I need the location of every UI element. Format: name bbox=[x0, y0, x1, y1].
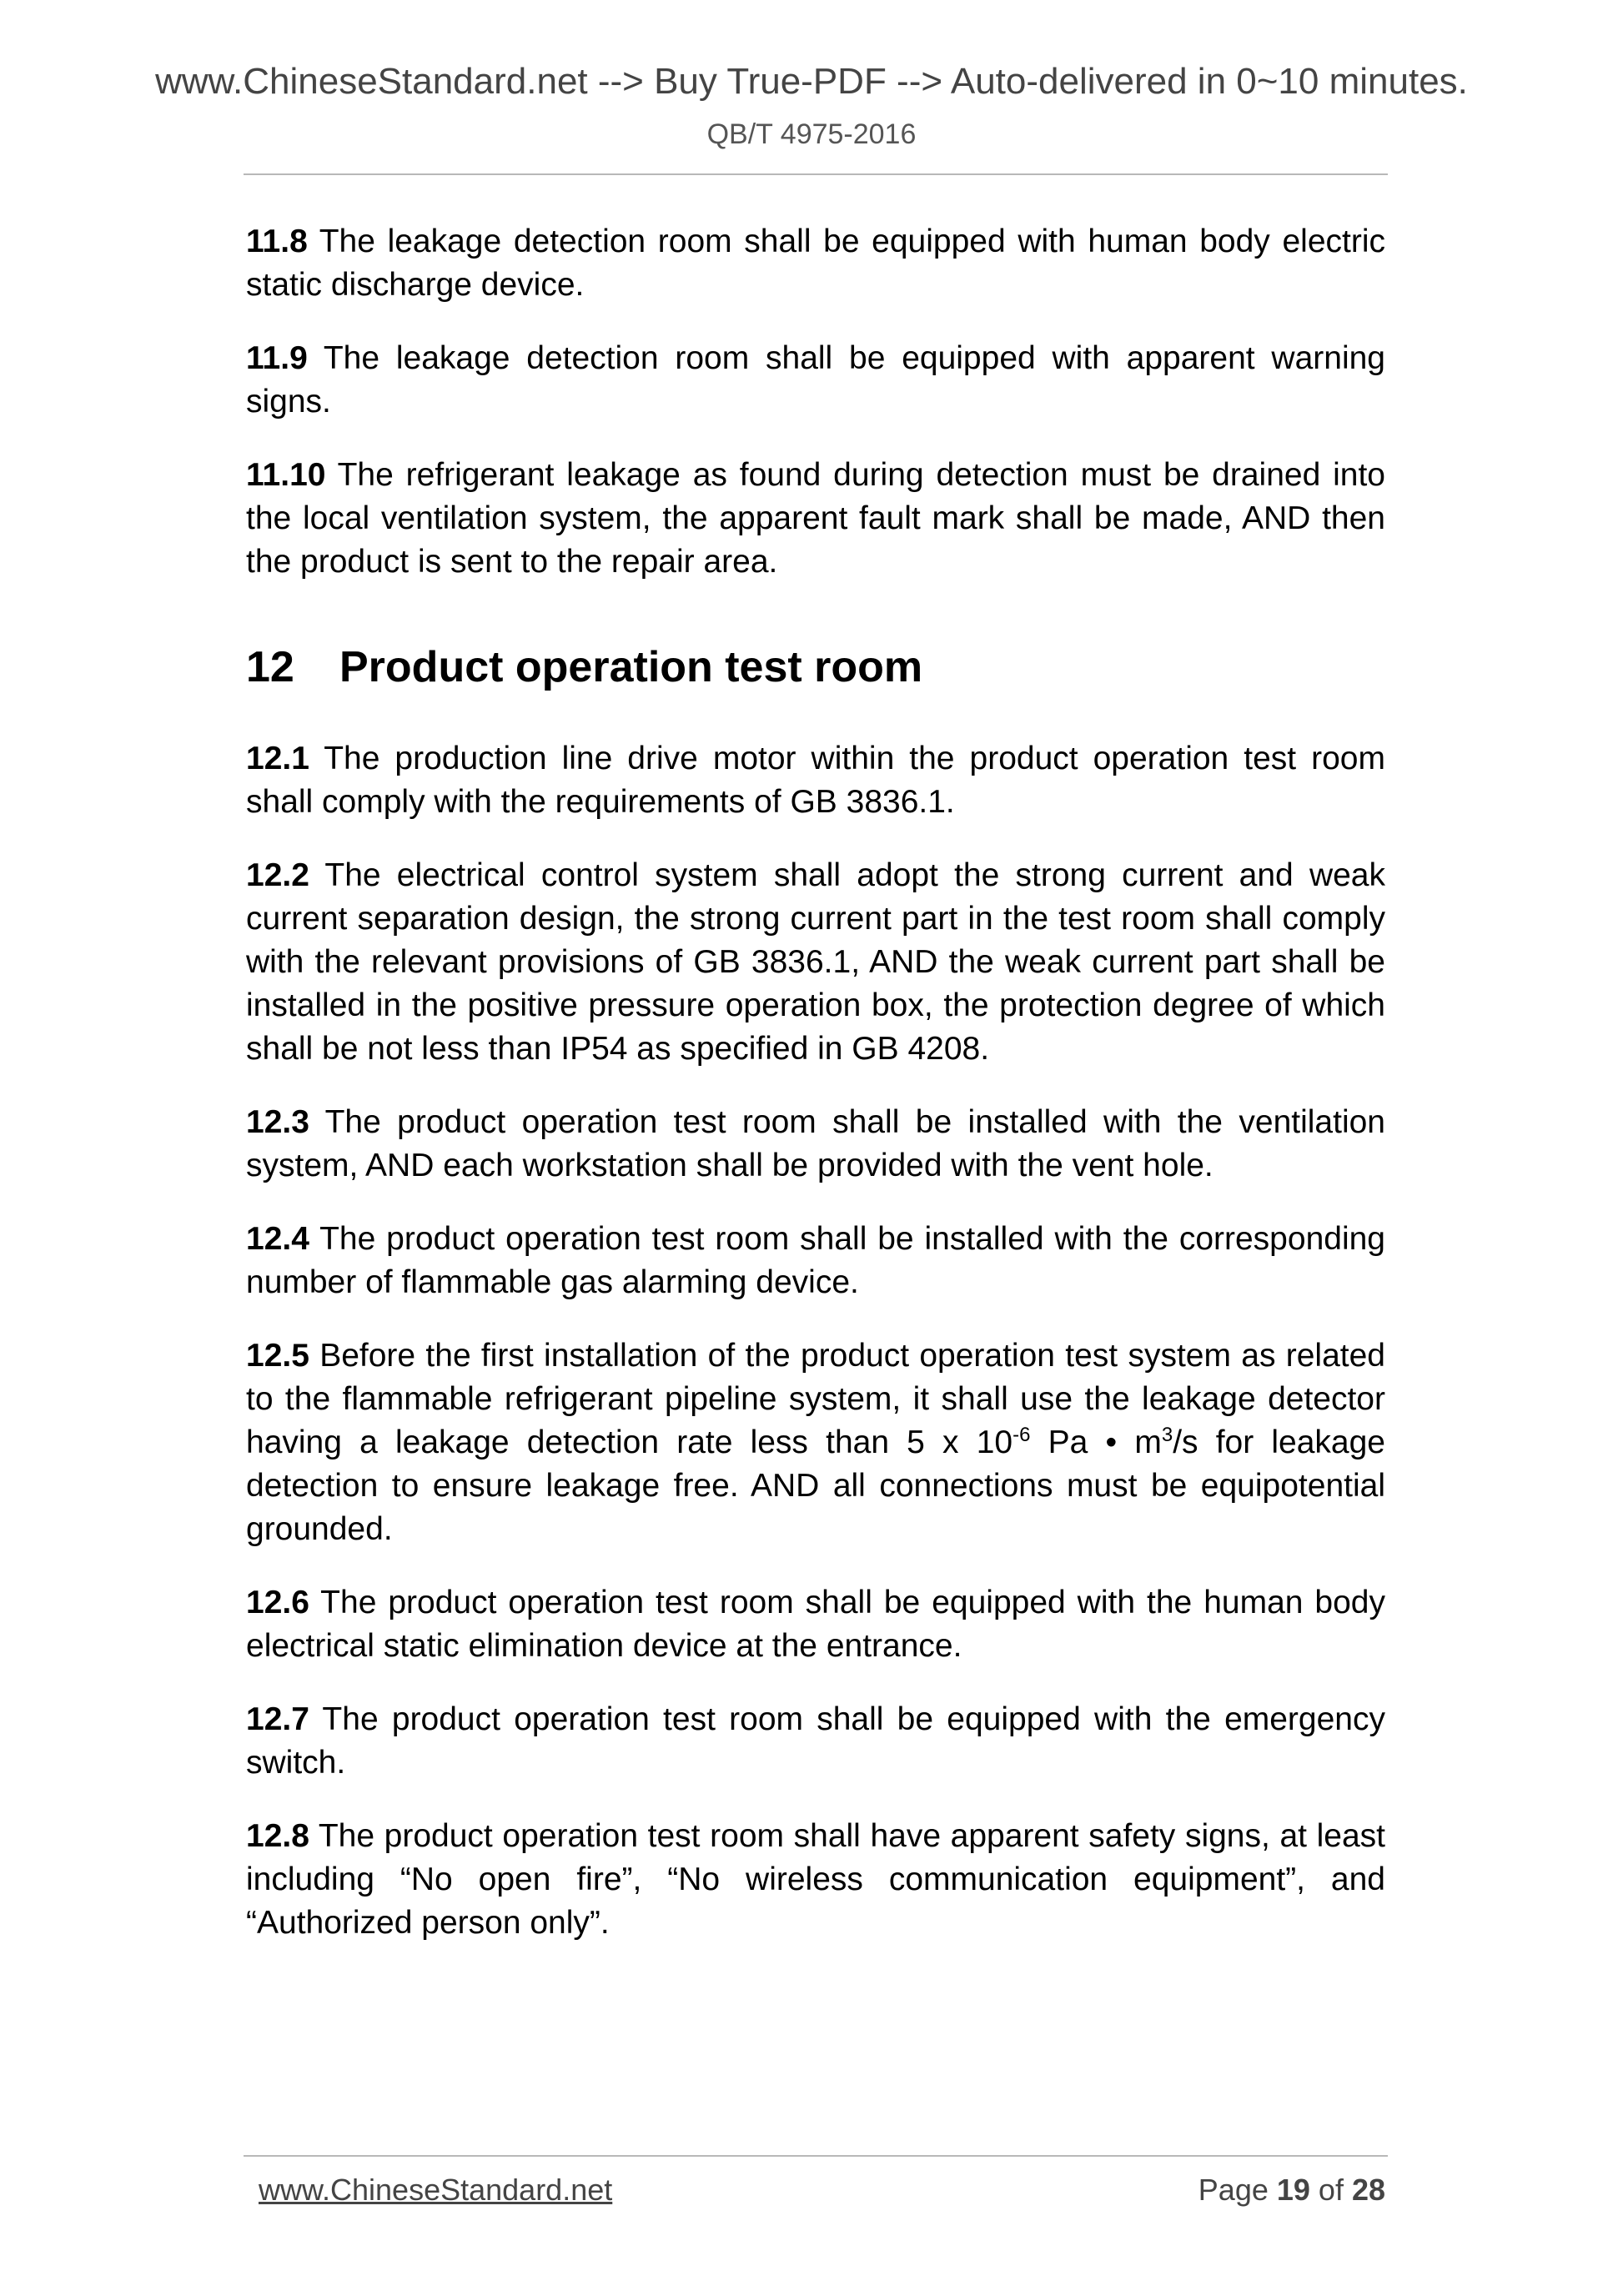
clause-text-part: /s for leakage detection to ensure leakage free. AND all connections must be equipotential grounded. bbox=[246, 1424, 1385, 1547]
header-divider bbox=[244, 173, 1388, 175]
clause-number: 12.1 bbox=[246, 741, 309, 776]
footer-site-link[interactable]: www.ChineseStandard.net bbox=[259, 2173, 613, 2207]
exponent: -6 bbox=[1012, 1424, 1031, 1446]
clause-12-2 bbox=[246, 854, 1385, 1071]
clause-text: The production line drive motor within the product operation test room shall comply with the requirements of GB 3836.1. bbox=[246, 741, 1385, 820]
clause-text: The electrical control system shall adopt the strong current and weak current separation design, the strong current part in the test room shall comply with the relevant provisions of GB 3836.1, AND the weak current part shall be installed in the positive pressure operation box, the protection degree of which shall be not less than IP54 as specified in GB 4208. bbox=[246, 857, 1385, 1067]
clause-text-part: Pa • m bbox=[1030, 1424, 1162, 1460]
section-number: 12 bbox=[246, 643, 294, 691]
page-label: Page bbox=[1198, 2173, 1277, 2207]
clause-text: The product operation test room shall be installed with the ventilation system, AND each workstation shall be provided with the vent hole. bbox=[246, 1104, 1385, 1183]
document-body bbox=[246, 220, 1385, 1975]
clause-number: 12.7 bbox=[246, 1701, 309, 1737]
current-page-number: 19 bbox=[1276, 2173, 1310, 2207]
clause-text: The product operation test room shall be equipped with the emergency switch. bbox=[246, 1701, 1385, 1781]
clause-number: 12.2 bbox=[246, 857, 309, 893]
clause-11-10 bbox=[246, 454, 1385, 584]
clause-12-1 bbox=[246, 737, 1385, 824]
clause-12-5 bbox=[246, 1334, 1385, 1551]
clause-number: 12.8 bbox=[246, 1818, 309, 1854]
clause-12-8 bbox=[246, 1815, 1385, 1945]
clause-12-6 bbox=[246, 1581, 1385, 1668]
clause-number: 11.8 bbox=[246, 224, 308, 259]
exponent: 3 bbox=[1161, 1424, 1173, 1446]
clause-text-part: Before the first installation of the product operation test system as related to the flammable refrigerant pipeline system, it shall use the leakage detector having a leakage detection rate less than 5 x 10 bbox=[246, 1338, 1385, 1460]
clause-12-3 bbox=[246, 1101, 1385, 1188]
page-indicator bbox=[1198, 2175, 1385, 2205]
clause-text: The product operation test room shall have apparent safety signs, at least including “No open fire”, “No wireless communication equipment”, and “Authorized person only”. bbox=[246, 1818, 1385, 1941]
footer-divider bbox=[244, 2155, 1388, 2157]
section-heading bbox=[246, 641, 1385, 694]
clause-text: The leakage detection room shall be equipped with human body electric static discharge device. bbox=[246, 224, 1385, 303]
clause-12-4 bbox=[246, 1218, 1385, 1304]
total-pages-number: 28 bbox=[1351, 2173, 1385, 2207]
clause-text: The product operation test room shall be equipped with the human body electrical static elimination device at the entrance. bbox=[246, 1585, 1385, 1664]
clause-number: 11.9 bbox=[246, 340, 308, 376]
clause-text: The leakage detection room shall be equipped with apparent warning signs. bbox=[246, 340, 1385, 420]
clause-text: The refrigerant leakage as found during detection must be drained into the local ventilation system, the apparent fault mark shall be made, AND then the product is sent to the repair area. bbox=[246, 457, 1385, 580]
page-of-label: of bbox=[1309, 2173, 1352, 2207]
clause-number: 12.6 bbox=[246, 1585, 309, 1620]
clause-11-8 bbox=[246, 220, 1385, 307]
clause-number: 12.3 bbox=[246, 1104, 309, 1140]
clause-11-9 bbox=[246, 337, 1385, 424]
standard-code: QB/T 4975-2016 bbox=[706, 118, 917, 150]
clause-number: 11.10 bbox=[246, 457, 326, 493]
section-title: Product operation test room bbox=[339, 643, 923, 691]
header-banner: www.ChineseStandard.net --> Buy True-PDF --> Auto-delivered in 0~10 minutes. bbox=[155, 61, 1468, 102]
clause-text: The product operation test room shall be installed with the corresponding number of flammable gas alarming device. bbox=[246, 1221, 1385, 1300]
clause-number: 12.4 bbox=[246, 1221, 309, 1257]
clause-12-7 bbox=[246, 1698, 1385, 1785]
clause-number: 12.5 bbox=[246, 1338, 309, 1374]
